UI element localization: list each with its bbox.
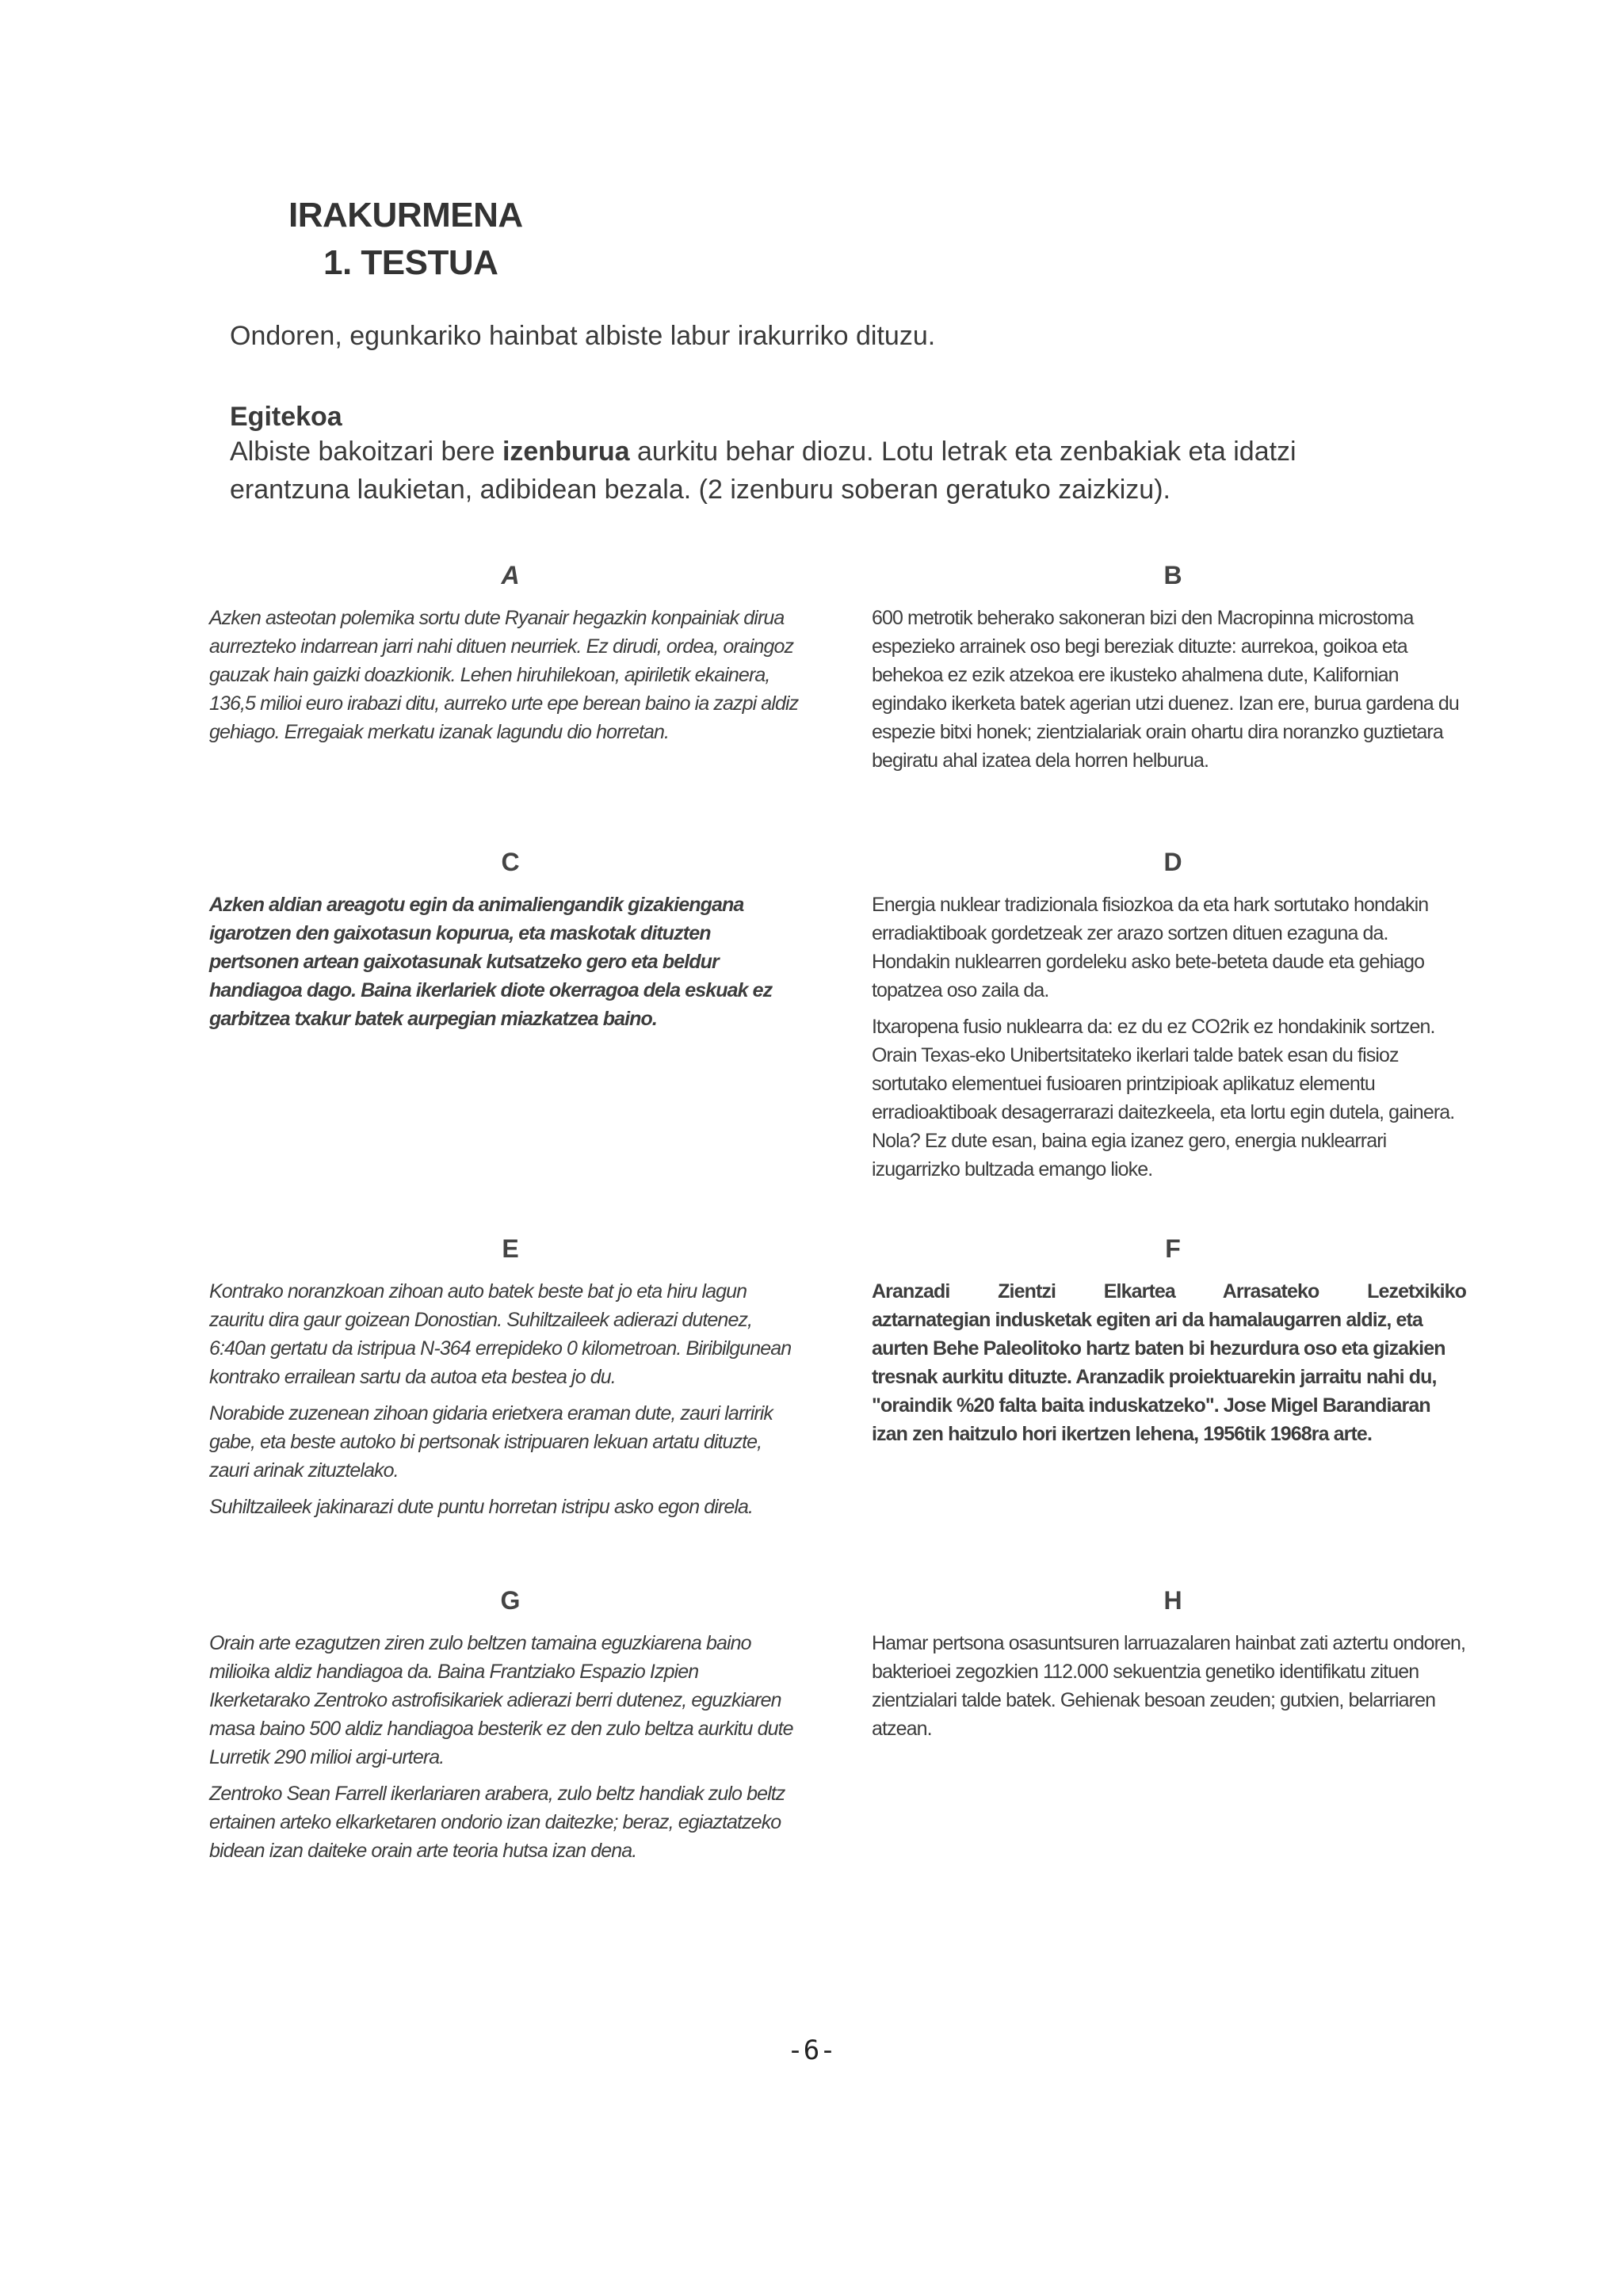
task-text-bold: izenburua [502, 437, 630, 467]
task-text-before: Albiste bakoitzari bere [230, 437, 502, 467]
article-b [872, 604, 1466, 783]
page-number: -6- [787, 2035, 836, 2066]
article-g-paragraph-1: Orain arte ezagutzen ziren zulo beltzen tamaina eguzkiarena baino milioika aldiz handiagoa da. Baina Frantziako Espazio Izpien Ikerketarako Zentroko astrofisikariek adierazi berri dutenez, eguzkiaren masa baino 500 aldiz handiagoa besterik ez den zulo beltza aurkitu dute Lurretik 290 milioi argi-urtera. [209, 1632, 793, 1768]
article-f [872, 1277, 1466, 1448]
article-e-paragraph-2: Norabide zuzenean zihoan gidaria erietxera eraman dute, zauri larririk gabe, eta beste autoko bi pertsonak istripuaren lekuan artatu dituzte, zauri arinak zituztelako. [209, 1402, 773, 1482]
article-f-rest: aztarnategian indusketak egiten ari da hamalaugarren aldiz, eta aurten Behe Paleolitoko hartz baten bi hezurdura oso eta gizakien tresnak aurkitu dituzte. Aranzadik proiektuarekin jarraitu nahi du, "oraindik %20 falta baita induskatzeko". Jose Migel Barandiaran izan zen haitzulo hori ikertzen lehena, 1956tik 1968ra arte. [872, 1309, 1445, 1445]
page-title: IRAKURMENA [288, 196, 523, 235]
article-a [209, 604, 804, 754]
article-e-paragraph-1: Kontrako noranzkoan zihoan auto batek beste bat jo eta hiru lagun zauritu dira gaur goizean Donostian. Suhiltzaileek adierazi dutenez, 6:40an gertatu da istripua N-364 errepideko 0 kilometroan. Biribilgunean kontrako errailean sartu da autoa eta bestea jo du. [209, 1280, 792, 1388]
article-f-first-line: Aranzadi Zientzi Elkartea Arrasateko Lezetxikiko [872, 1280, 1466, 1302]
task-text [230, 433, 1403, 509]
article-d [872, 891, 1466, 1192]
article-letter-a: A [501, 561, 520, 589]
page-subtitle: 1. TESTUA [323, 243, 498, 282]
article-letter-e: E [502, 1234, 519, 1263]
article-d-paragraph-2: Itxaropena fusio nuklearra da: ez du ez CO2rik ez hondakinik sortzen. Orain Texas-eko Unibertsitateko ikerlari talde batek esan du fisioz sortutako elementuei fusioaren printzipioak aplikatuz elementu erradioaktiboak desagerrarazi daitezkeela, eta lortu egin dutela, gainera. Nola? Ez dute esan, baina egia izanez gero, energia nuklearrari izugarrizko bultzada emango lioke. [872, 1016, 1455, 1180]
article-c [209, 891, 804, 1041]
article-h [872, 1629, 1466, 1751]
article-letter-g: G [500, 1586, 521, 1615]
intro-text: Ondoren, egunkariko hainbat albiste labur irakurriko dituzu. [230, 321, 936, 351]
article-letter-f: F [1165, 1234, 1181, 1263]
article-letter-b: B [1163, 561, 1182, 589]
article-c-paragraph: Azken aldian areagotu egin da animaliengandik gizakiengana igarotzen den gaixotasun kopurua, eta maskotak dituzten pertsonen artean gaixotasunak kutsatzeko gero eta beldur handiagoa dago. Baina ikerlariek diote okerragoa dela eskuak ez garbitzea txakur batek aurpegian miazkatzea baino. [209, 894, 773, 1030]
article-g [209, 1629, 804, 1873]
article-d-paragraph-1: Energia nuklear tradizionala fisiozkoa da eta hark sortutako hondakin erradiaktiboak gordetzeak zer arazo sortzen dituen ezaguna da. Hondakin nuklearren gordeleku asko bete-beteta daude eta gehiago topatzea oso zaila da. [872, 894, 1429, 1001]
article-b-paragraph: 600 metrotik beherako sakoneran bizi den Macropinna microstoma espezieko arrainek oso begi bereziak dituzte: aurrekoa, goikoa eta behekoa ez ezik atzekoa ere ikusteko ahalmena dute, Kalifornian egindako ikerketa batek agerian utzi duenez. Izan ere, burua gardena du espezie bitxi honek; zientzialariak orain ohartu dira noranzko guztietara begiratu ahal izatea dela horren helburua. [872, 607, 1459, 772]
task-text-after: aurkitu behar diozu. Lotu letrak eta zenbakiak eta idatzi erantzuna laukietan, adibidean bezala. (2 izenburu soberan geratuko zaizkizu). [230, 437, 1296, 505]
article-letter-h: H [1163, 1586, 1182, 1615]
article-e [209, 1277, 804, 1529]
article-g-paragraph-2: Zentroko Sean Farrell ikerlariaren arabera, zulo beltz handiak zulo beltz ertainen arteko elkarketaren ondorio izan daitezke; beraz, egiaztatzeko bidean izan daiteke orain arte teoria hutsa izan dena. [209, 1783, 785, 1862]
article-letter-c: C [501, 848, 520, 876]
task-heading: Egitekoa [230, 402, 342, 432]
article-e-paragraph-3: Suhiltzaileek jakinarazi dute puntu horretan istripu asko egon direla. [209, 1496, 754, 1518]
article-a-paragraph: Azken asteotan polemika sortu dute Ryanair hegazkin konpainiak dirua aurrezteko indarrean jarri nahi dituen neurriek. Ez dirudi, ordea, oraingoz gauzak hain gaizki doazkionik. Lehen hiruhilekoan, apiriletik ekainera, 136,5 milioi euro irabazi ditu, aurreko urte epe berean baino ia zazpi aldiz gehiago. Erregaiak merkatu izanak lagundu dio horretan. [209, 607, 799, 743]
article-letter-d: D [1163, 848, 1182, 876]
article-h-paragraph: Hamar pertsona osasuntsuren larruazalaren hainbat zati aztertu ondoren, bakterioei zegozkien 112.000 sekuentzia genetiko identifikatu zituen zientzialari talde batek. Gehienak besoan zeuden; gutxien, belarriaren atzean. [872, 1632, 1466, 1740]
